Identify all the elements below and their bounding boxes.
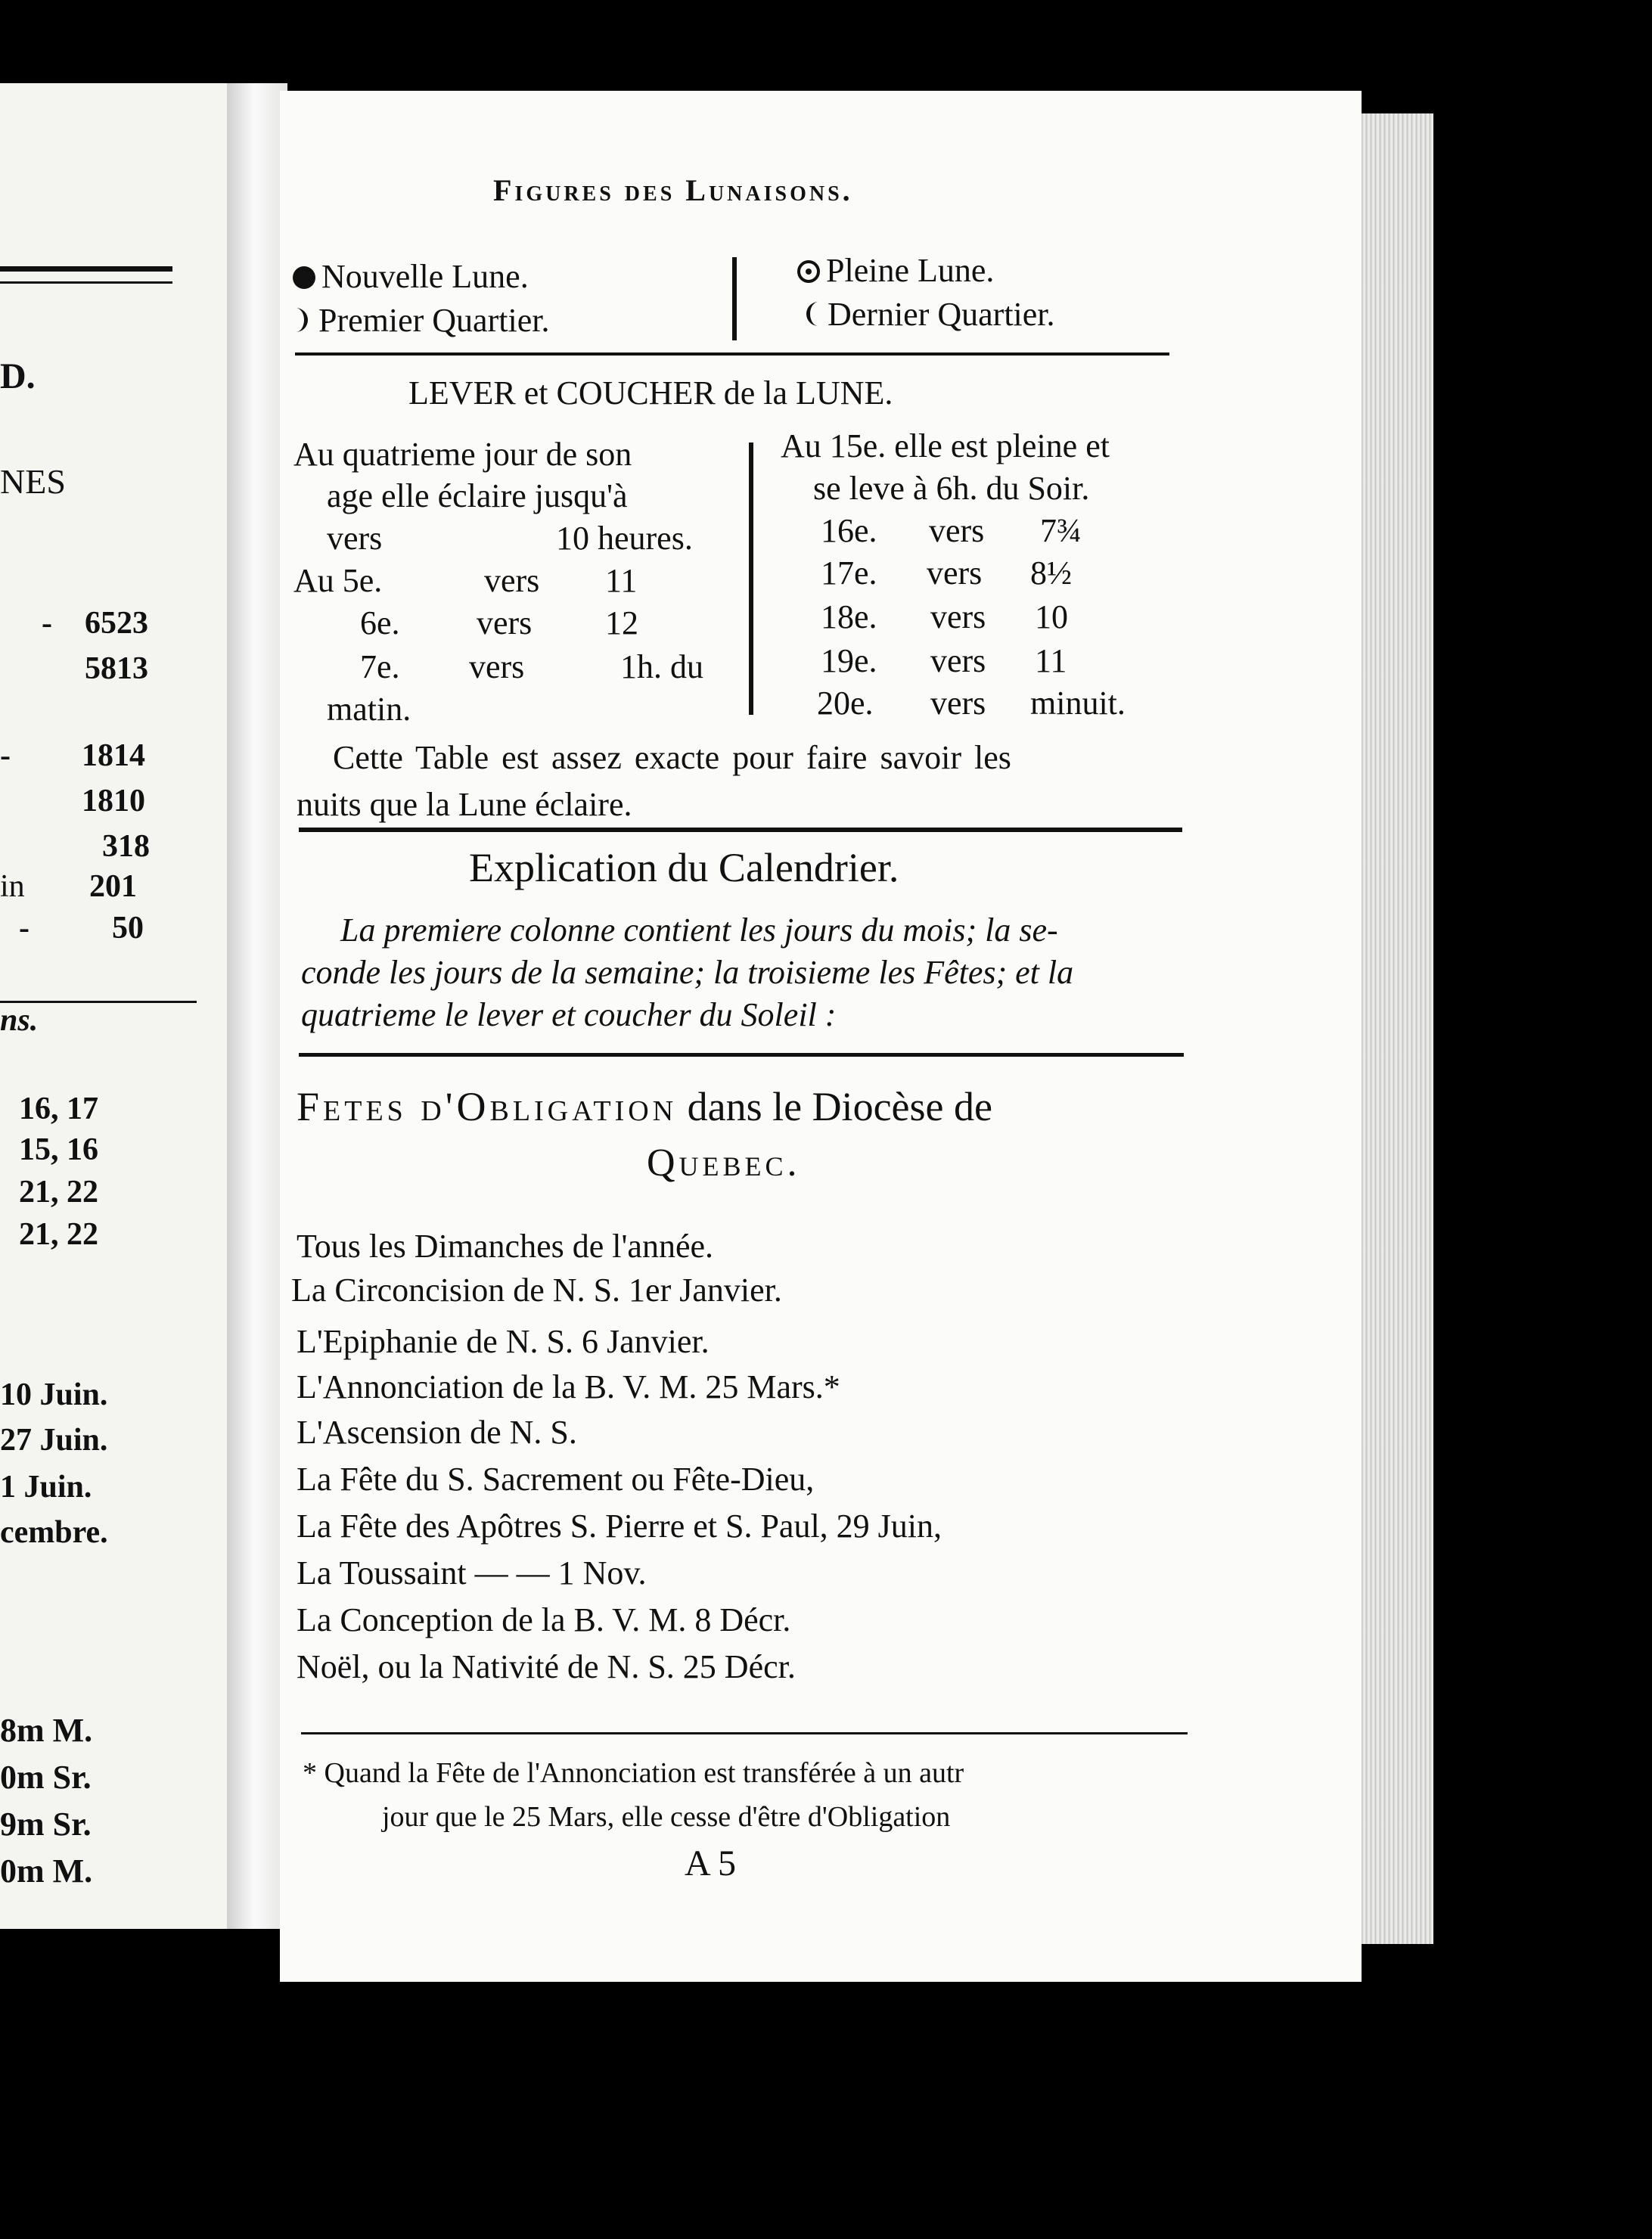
left-fragment: - — [19, 911, 30, 946]
lever-right-cell: 17e. — [821, 554, 877, 592]
lever-left-cell: Au quatrieme jour de son — [293, 436, 632, 473]
lever-right-cell: vers — [927, 554, 983, 592]
crescent-left-icon — [800, 298, 823, 337]
lever-right-cell: 20e. — [817, 685, 874, 722]
left-fragment: - — [0, 738, 11, 773]
lever-right-cell: vers — [930, 642, 986, 679]
page-title: Figures des Lunaisons. — [493, 173, 853, 207]
fetes-heading-smallcaps: Fetes d'Obligation — [297, 1084, 678, 1129]
lever-right-cell: 7¾ — [1040, 512, 1082, 549]
fete-item: Noël, ou la Nativité de N. S. 25 Décr. — [297, 1648, 796, 1685]
left-fragment: D. — [0, 356, 36, 396]
lever-right-cell: Au 15e. elle est pleine et — [781, 427, 1110, 464]
explication-line: quatrieme le lever et coucher du Soleil : — [301, 996, 837, 1033]
left-fragment: 50 — [112, 911, 144, 946]
lever-right-cell: minuit. — [1030, 685, 1126, 722]
lever-right-cell: 18e. — [821, 598, 877, 635]
lever-left-cell: vers — [469, 648, 525, 685]
explication-title: Explication du Calendrier. — [469, 845, 899, 890]
lever-right-cell: 11 — [1035, 642, 1067, 679]
phase-last-quarter — [800, 295, 1055, 337]
left-fragment: 21, 22 — [19, 1217, 98, 1252]
fete-item: La Conception de la B. V. M. 8 Décr. — [297, 1601, 791, 1638]
left-fragment: ns. — [0, 1003, 39, 1038]
phase-full-moon — [796, 251, 994, 293]
lever-left-cell: 11 — [605, 562, 638, 599]
lever-left-cell: age elle éclaire jusqu'à — [327, 477, 628, 514]
lever-left-cell: 6e. — [360, 604, 400, 641]
lever-right-cell: vers — [930, 598, 986, 635]
page-edge — [1358, 113, 1433, 1944]
lever-left-cell: 7e. — [360, 648, 400, 685]
explication-line: La premiere colonne contient les jours du mois; la se- — [340, 911, 1058, 949]
lever-title: LEVER et COUCHER de la LUNE. — [408, 374, 893, 411]
book-gutter — [227, 83, 287, 1929]
left-rule — [0, 266, 172, 272]
crescent-right-icon — [291, 304, 314, 343]
fete-item: L'Epiphanie de N. S. 6 Janvier. — [297, 1323, 710, 1360]
lever-right-cell: vers — [930, 685, 986, 722]
lever-left-cell: 1h. du — [620, 648, 703, 685]
left-fragment: 5813 — [85, 651, 148, 686]
fetes-heading-line2: Quebec. — [647, 1141, 801, 1185]
fete-item: La Circoncision de N. S. 1er Janvier. — [291, 1272, 782, 1309]
left-fragment: NES — [0, 462, 66, 501]
fete-item: La Fête des Apôtres S. Pierre et S. Paul, 29 Juin, — [297, 1508, 942, 1545]
left-fragment: - — [42, 606, 52, 641]
left-fragment: 27 Juin. — [0, 1423, 108, 1458]
section-rule — [299, 1053, 1184, 1057]
phase-label: Nouvelle Lune. — [321, 258, 529, 295]
phase-label: Pleine Lune. — [826, 252, 995, 289]
lever-right-cell: 8½ — [1030, 554, 1072, 592]
left-fragment: 1810 — [82, 784, 145, 818]
table-divider — [749, 443, 753, 715]
left-fragment: 21, 22 — [19, 1175, 98, 1210]
section-rule — [295, 352, 1169, 356]
left-fragment: 9m Sr. — [0, 1806, 92, 1843]
fetes-heading — [297, 1083, 992, 1130]
left-fragment: 0m M. — [0, 1852, 93, 1890]
left-rule — [0, 281, 172, 284]
lever-left-cell: Au 5e. — [293, 562, 383, 599]
phase-new-moon — [291, 257, 529, 299]
filled-circle-icon — [291, 260, 317, 299]
signature-mark: A 5 — [685, 1843, 737, 1883]
left-fragment: 6523 — [85, 606, 148, 641]
left-fragment: 8m M. — [0, 1712, 93, 1749]
left-fragment: in — [0, 869, 25, 904]
lever-right-cell: vers — [929, 512, 985, 549]
phase-divider — [732, 257, 737, 340]
lever-left-cell: vers — [327, 520, 383, 557]
fete-item: La Toussaint — — 1 Nov. — [297, 1554, 647, 1592]
left-fragment: 201 — [89, 869, 137, 904]
explication-line: conde les jours de la semaine; la troisieme les Fêtes; et la — [301, 954, 1074, 991]
left-fragment: 16, 17 — [19, 1092, 98, 1126]
lever-right-cell: 16e. — [821, 512, 877, 549]
lever-note: nuits que la Lune éclaire. — [297, 786, 632, 823]
section-rule — [299, 828, 1182, 832]
phase-first-quarter — [291, 301, 549, 343]
fete-item: Tous les Dimanches de l'année. — [297, 1228, 714, 1265]
left-fragment: 0m Sr. — [0, 1759, 92, 1796]
lever-right-cell: 19e. — [821, 642, 877, 679]
footnote-rule — [301, 1732, 1188, 1734]
lever-note: Cette Table est assez exacte pour faire savoir les — [333, 739, 1011, 776]
footnote: * Quand la Fête de l'Annonciation est transférée à un autr — [303, 1757, 964, 1789]
lever-right-cell: se leve à 6h. du Soir. — [813, 470, 1090, 507]
phase-label: Premier Quartier. — [318, 302, 550, 339]
phase-label: Dernier Quartier. — [828, 296, 1055, 333]
fetes-heading-rest: dans le Diocèse de — [687, 1084, 992, 1129]
left-fragment: 15, 16 — [19, 1132, 98, 1167]
lever-left-cell: vers — [477, 604, 533, 641]
left-fragment: 318 — [102, 829, 150, 864]
left-fragment: 1 Juin. — [0, 1470, 92, 1505]
dotted-circle-icon — [796, 254, 821, 293]
fete-item: La Fête du S. Sacrement ou Fête-Dieu, — [297, 1461, 815, 1498]
footnote: jour que le 25 Mars, elle cesse d'être d'Obligation — [382, 1801, 951, 1833]
lever-left-cell: 12 — [605, 604, 638, 641]
fete-item: L'Ascension de N. S. — [297, 1414, 577, 1451]
left-fragment: 10 Juin. — [0, 1377, 108, 1412]
lever-left-cell: matin. — [327, 691, 411, 728]
lever-left-cell: vers — [484, 562, 540, 599]
left-fragment: cembre. — [0, 1515, 108, 1550]
fete-item: L'Annonciation de la B. V. M. 25 Mars.* — [297, 1368, 840, 1405]
left-fragment: 1814 — [82, 738, 145, 773]
lever-left-cell: 10 heures. — [556, 520, 693, 557]
lever-right-cell: 10 — [1035, 598, 1068, 635]
